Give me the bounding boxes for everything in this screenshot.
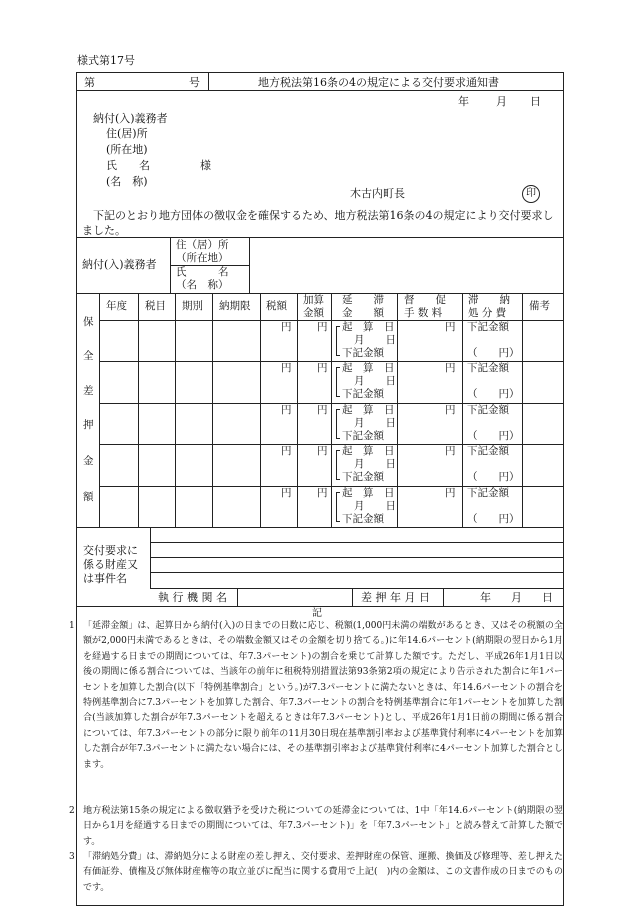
seizure-day: 日 [542,591,553,604]
zeigaku-yen: 円 [281,487,292,499]
zeigaku-yen: 円 [281,362,292,374]
header-rule [76,90,564,91]
entai-kisan: 起 算 日 [342,404,395,416]
go-label: 号 [189,76,200,89]
col-line-3 [175,293,176,528]
note-item-3 [69,850,563,896]
entai-tsuki: 月 日 [354,375,396,387]
tainou-paren: （ 円） [467,347,520,359]
th-tainou-a: 滞 納 [468,294,510,306]
kasan-yen: 円 [317,487,328,499]
tokusoku-yen: 円 [445,362,456,374]
footer-divider-2 [352,588,353,606]
entai-kaki: 下記金額 [342,388,384,400]
tainou-kaki: 下記金額 [467,487,509,499]
entai-kisan: 起 算 日 [342,362,395,374]
entai-tsuki: 月 日 [354,458,396,470]
entai-tsuki: 月 日 [354,334,396,346]
entai-bracket [336,326,340,356]
col-line-5 [260,293,261,528]
kasan-yen: 円 [317,445,328,457]
tokusoku-yen: 円 [445,445,456,457]
property-label-2: 係る財産又 [83,558,138,571]
entai-kaki: 下記金額 [342,430,384,442]
th-kibetsu: 期別 [182,300,203,312]
th-tokusoku-a: 督 促 [404,294,446,306]
obligor-label: 納付(入)義務者 [82,258,157,271]
property-label-3: は事件名 [83,572,127,585]
tainou-kaki: 下記金額 [467,321,509,333]
side-label-5: 金 [83,455,94,467]
agency-label: 執 行 機 関 名 [158,591,227,604]
note-num-3: 3 [69,852,75,862]
side-label-6: 額 [83,491,94,503]
entai-kaki: 下記金額 [342,471,384,483]
th-nendo: 年度 [106,300,127,312]
kasan-yen: 円 [317,404,328,416]
frame-bottom [76,905,564,906]
obligor-name-b: （名 称） [176,279,229,291]
col-line-2 [138,293,139,528]
th-kasan-a: 加算 [303,294,324,306]
property-label-1: 交付要求に [83,544,138,557]
zeigaku-yen: 円 [281,321,292,333]
seal-stamp: 印 [522,185,540,203]
col-line-8 [397,293,398,528]
th-entai-a: 延 滞 [342,294,384,306]
th-biko: 備考 [529,300,550,312]
side-label-1: 保 [83,316,94,328]
no-label: 第 [84,76,95,89]
seizure-month: 月 [511,591,522,604]
side-label-3: 差 [83,385,94,397]
property-rule [150,588,564,589]
zeigaku-yen: 円 [281,445,292,457]
kasan-yen: 円 [317,362,328,374]
note-text-1: 「延滞金額」は、起算日から納付(入)の日までの日数に応じ、税額(1,000円未満の端数があるとき、又はその税額の全額が2,000円未満であるときは、その端数金額又はその金額を切り捨てる。)に年14.6パーセント(納期限の翌日から1月を経過する日までの期間については、年7.3パーセント)の割合を乗じて計算した額です。ただし、平成26年1月1日以後の期間に係る割合については、当該年の前年に租税特別措置法第93条第2項の規定により告示された割合に年1パーセントを加算した割合(以下「特例基準割合」という。)が7.3パーセントに満たないときは、年14.6パーセントの割合を特例基準割合に7.3パーセントを加算した割合、年7.3パーセントの割合を特例基準割合に年1パーセントを加算した割合(当該加算した割合が年7.3パーセントを超えるときは年7.3パーセント)とし、平成26年1月1日前の期間に係る割合については、年7.3パーセントの部分に限り前年の11月30日現在基準割引率および基準貸付利率に4パーセントを加算した割合が年7.3パーセントに満たない場合には、その基準割引率および基準貸付利率に4パーセント加算した割合とします。 [83,621,563,770]
date-day: 日 [530,95,541,108]
note-text-2: 地方税法第15条の規定による徴収猶予を受けた税についての延滞金については、1中「年14.6パーセント(納期限の翌日から1月を経過する日までの期間については、年7.3パーセント)」を「年7.3パーセント」と読み替えて計算した額です。 [83,806,563,847]
tainou-paren: （ 円） [467,388,520,400]
header-divider [208,72,209,90]
property-line-3 [150,572,564,573]
th-kasan-b: 金額 [303,307,324,319]
kasan-yen: 円 [317,321,328,333]
addressee-corp-name: (名 称) [106,175,148,188]
obligor-addr-b: （所在地） [176,252,229,264]
zeigaku-yen: 円 [281,404,292,416]
addressee-location: (所在地) [106,143,148,156]
intro-text: 下記のとおり地方団体の徴収金を確保するため、地方税法第16条の4の規定により交付要求しました。 [82,209,554,237]
addressee-address: 住(居)所 [106,127,148,140]
addressee-obligor: 納付(入)義務者 [93,112,168,125]
th-tainou-b: 処 分 費 [468,307,507,319]
tainou-kaki: 下記金額 [467,445,509,457]
entai-kisan: 起 算 日 [342,487,395,499]
note-text-3: 「滞納処分費」は、滞納処分による財産の差し押え、交付要求、差押財産の保管、運搬、換価及び修理等、差し押えた有価証券、債権及び無体財産権等の取立並びに配当に関する費用で上記( )内の金額は、この文書作成の日までのものです。 [83,852,563,893]
frame-left [76,72,77,906]
entai-bracket [336,367,340,397]
th-tokusoku-b: 手 数 料 [404,307,443,319]
note-num-1: 1 [69,621,75,631]
seizure-year: 年 [480,591,491,604]
col-line-6 [297,293,298,528]
col-line-9 [462,293,463,528]
tainou-paren: （ 円） [467,430,520,442]
tainou-kaki: 下記金額 [467,404,509,416]
tainou-paren: （ 円） [467,471,520,483]
col-line-4 [212,293,213,528]
tainou-kaki: 下記金額 [467,362,509,374]
footer-divider-3 [443,588,444,606]
th-zeimoku: 税目 [145,300,166,312]
th-nokigen: 納期限 [219,300,251,312]
entai-kaki: 下記金額 [342,513,384,525]
property-line-2 [150,557,564,558]
col-line-7 [331,293,332,528]
entai-bracket [336,450,340,480]
property-line-1 [150,542,564,543]
th-entai-b: 金 額 [342,307,384,319]
obligor-addr-a: 住（居）所 [176,239,229,251]
side-label-2: 全 [83,350,94,362]
seizure-date-label: 差 押 年 月 日 [361,591,430,604]
entai-kisan: 起 算 日 [342,445,395,457]
addressee-name: 氏 名 [106,159,150,172]
note-item-2 [69,804,563,850]
entai-tsuki: 月 日 [354,417,396,429]
col-line-10 [522,293,523,528]
addressee-sama: 様 [200,159,211,172]
col-line-1 [99,293,100,528]
obligor-name-a: 氏 名 [176,266,229,278]
sender-name: 木古内町長 [350,187,405,200]
tainou-paren: （ 円） [467,513,520,525]
side-label-4: 押 [83,419,94,431]
date-year: 年 [458,95,469,108]
notes-title: 記 [312,608,322,619]
form-number: 様式第17号 [77,54,135,67]
intro-rule [76,237,564,238]
th-zeigaku: 税額 [266,300,287,312]
tokusoku-yen: 円 [445,404,456,416]
footer-divider-1 [237,588,238,606]
note-item-1 [69,619,563,773]
tokusoku-yen: 円 [445,487,456,499]
entai-bracket [336,492,340,522]
page-title: 地方税法第16条の4の規定による交付要求通知書 [258,76,499,89]
tokusoku-yen: 円 [445,321,456,333]
date-month: 月 [496,95,507,108]
frame-right [563,72,564,906]
frame-top [76,72,564,73]
entai-bracket [336,409,340,439]
note-num-2: 2 [69,806,75,816]
entai-kaki: 下記金額 [342,347,384,359]
entai-tsuki: 月 日 [354,500,396,512]
entai-kisan: 起 算 日 [342,321,395,333]
